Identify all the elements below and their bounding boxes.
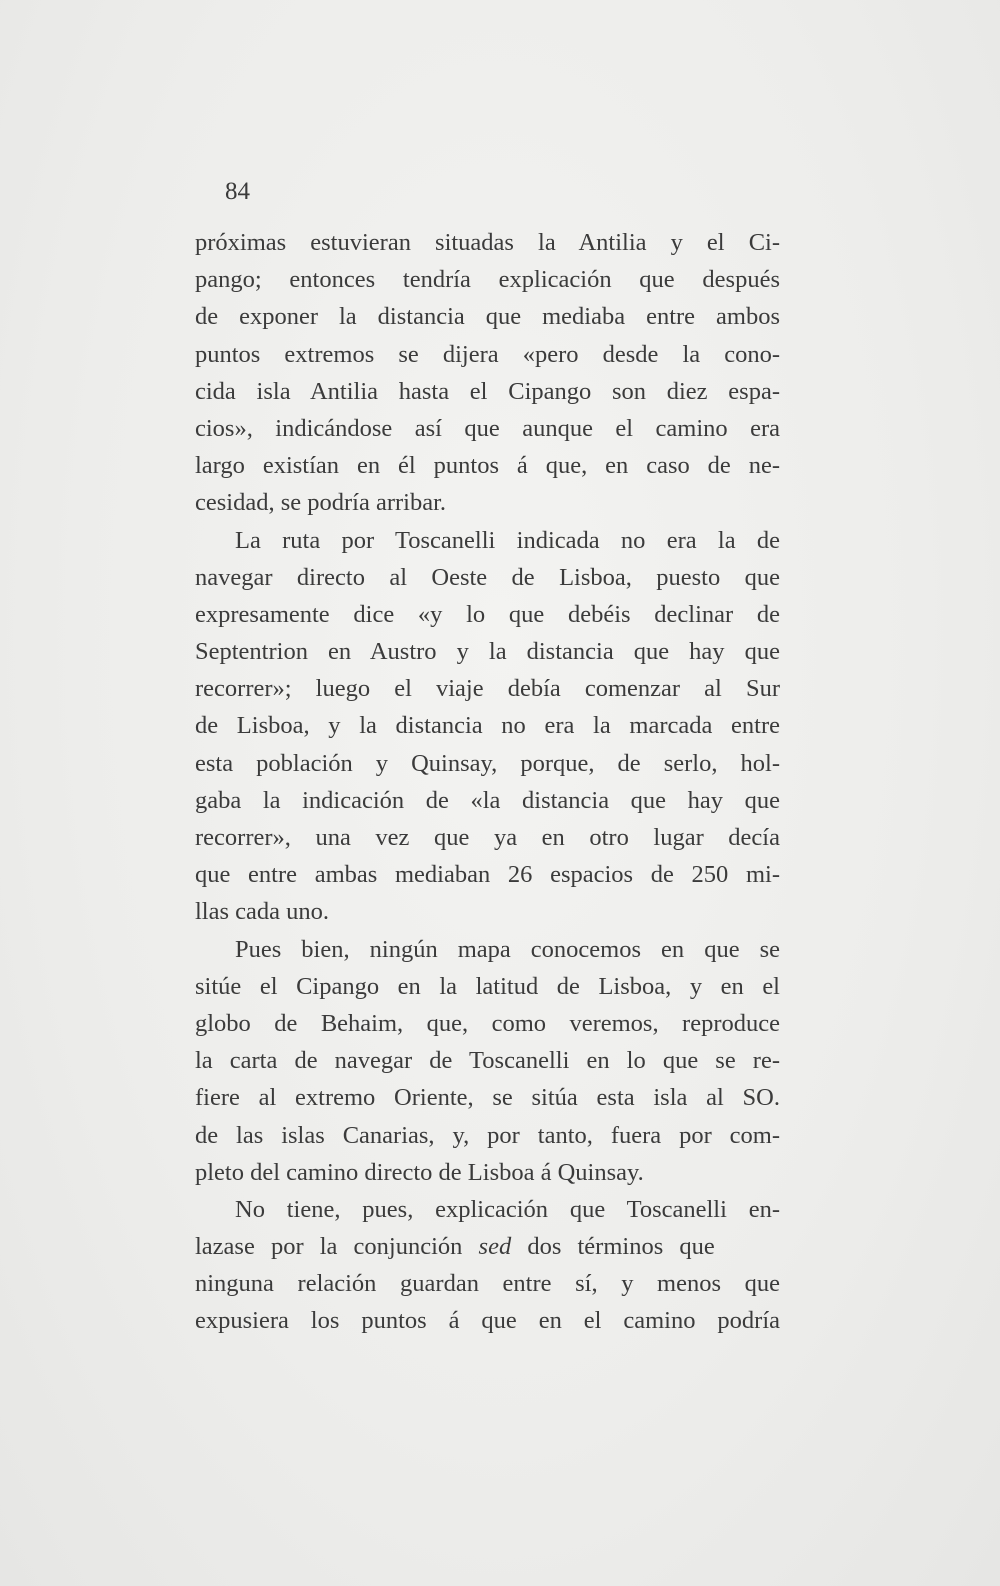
text-line: expresamente dice «y lo que debéis declinar de xyxy=(195,600,780,628)
italic-word: sed xyxy=(478,1233,512,1261)
text-line: esta población y Quinsay, porque, de serlo, hol- xyxy=(195,749,780,777)
text-line: fiere al extremo Oriente, se sitúa esta isla al SO. xyxy=(195,1084,780,1112)
text-line: No tiene, pues, explicación que Toscanelli en- xyxy=(235,1195,780,1223)
text-line: recorrer»; luego el viaje debía comenzar al Sur xyxy=(195,675,780,703)
body-text xyxy=(195,224,780,1340)
text-line: ninguna relación guardan entre sí, y menos que xyxy=(195,1270,780,1298)
text-line: globo de Behaim, que, como veremos, reproduce xyxy=(195,1009,780,1037)
text-line: recorrer», una vez que ya en otro lugar decía xyxy=(195,824,780,851)
text-line: cida isla Antilia hasta el Cipango son diez espa- xyxy=(195,377,780,405)
text-fragment: dos términos que xyxy=(511,1233,715,1261)
text-line: gaba la indicación de «la distancia que hay que xyxy=(195,786,780,814)
text-line: largo existían en él puntos á que, en caso de ne- xyxy=(195,452,780,480)
text-line: pango; entonces tendría explicación que después xyxy=(195,266,780,294)
text-line: de las islas Canarias, y, por tanto, fuera por com- xyxy=(195,1121,780,1149)
text-line: pleto del camino directo de Lisboa á Quinsay. xyxy=(195,1158,644,1186)
text-line: expusiera los puntos á que en el camino podría xyxy=(195,1307,780,1335)
text-line: llas cada uno. xyxy=(195,898,330,926)
text-line: sitúe el Cipango en la latitud de Lisboa, y en el xyxy=(195,972,780,1000)
text-line xyxy=(195,1228,780,1265)
text-line: cios», indicándose así que aunque el camino era xyxy=(195,414,780,442)
text-line: navegar directo al Oeste de Lisboa, puesto que xyxy=(195,563,780,591)
text-fragment: lazase por la conjunción xyxy=(195,1233,479,1261)
text-line: Septentrion en Austro y la distancia que hay que xyxy=(195,638,780,666)
text-line: que entre ambas mediaban 26 espacios de 250 mi- xyxy=(195,861,780,889)
text-line: la carta de navegar de Toscanelli en lo que se re- xyxy=(195,1047,780,1075)
text-line: cesidad, se podría arribar. xyxy=(195,489,447,517)
page-number: 84 xyxy=(225,178,250,205)
text-line: Pues bien, ningún mapa conocemos en que se xyxy=(235,935,780,963)
text-line: próximas estuvieran situadas la Antilia y el Ci- xyxy=(195,229,780,256)
text-line: puntos extremos se dijera «pero desde la cono- xyxy=(195,340,780,368)
text-line: La ruta por Toscanelli indicada no era la de xyxy=(235,526,780,554)
text-line: de exponer la distancia que mediaba entre ambos xyxy=(195,303,780,331)
text-line: de Lisboa, y la distancia no era la marcada entre xyxy=(195,712,780,740)
